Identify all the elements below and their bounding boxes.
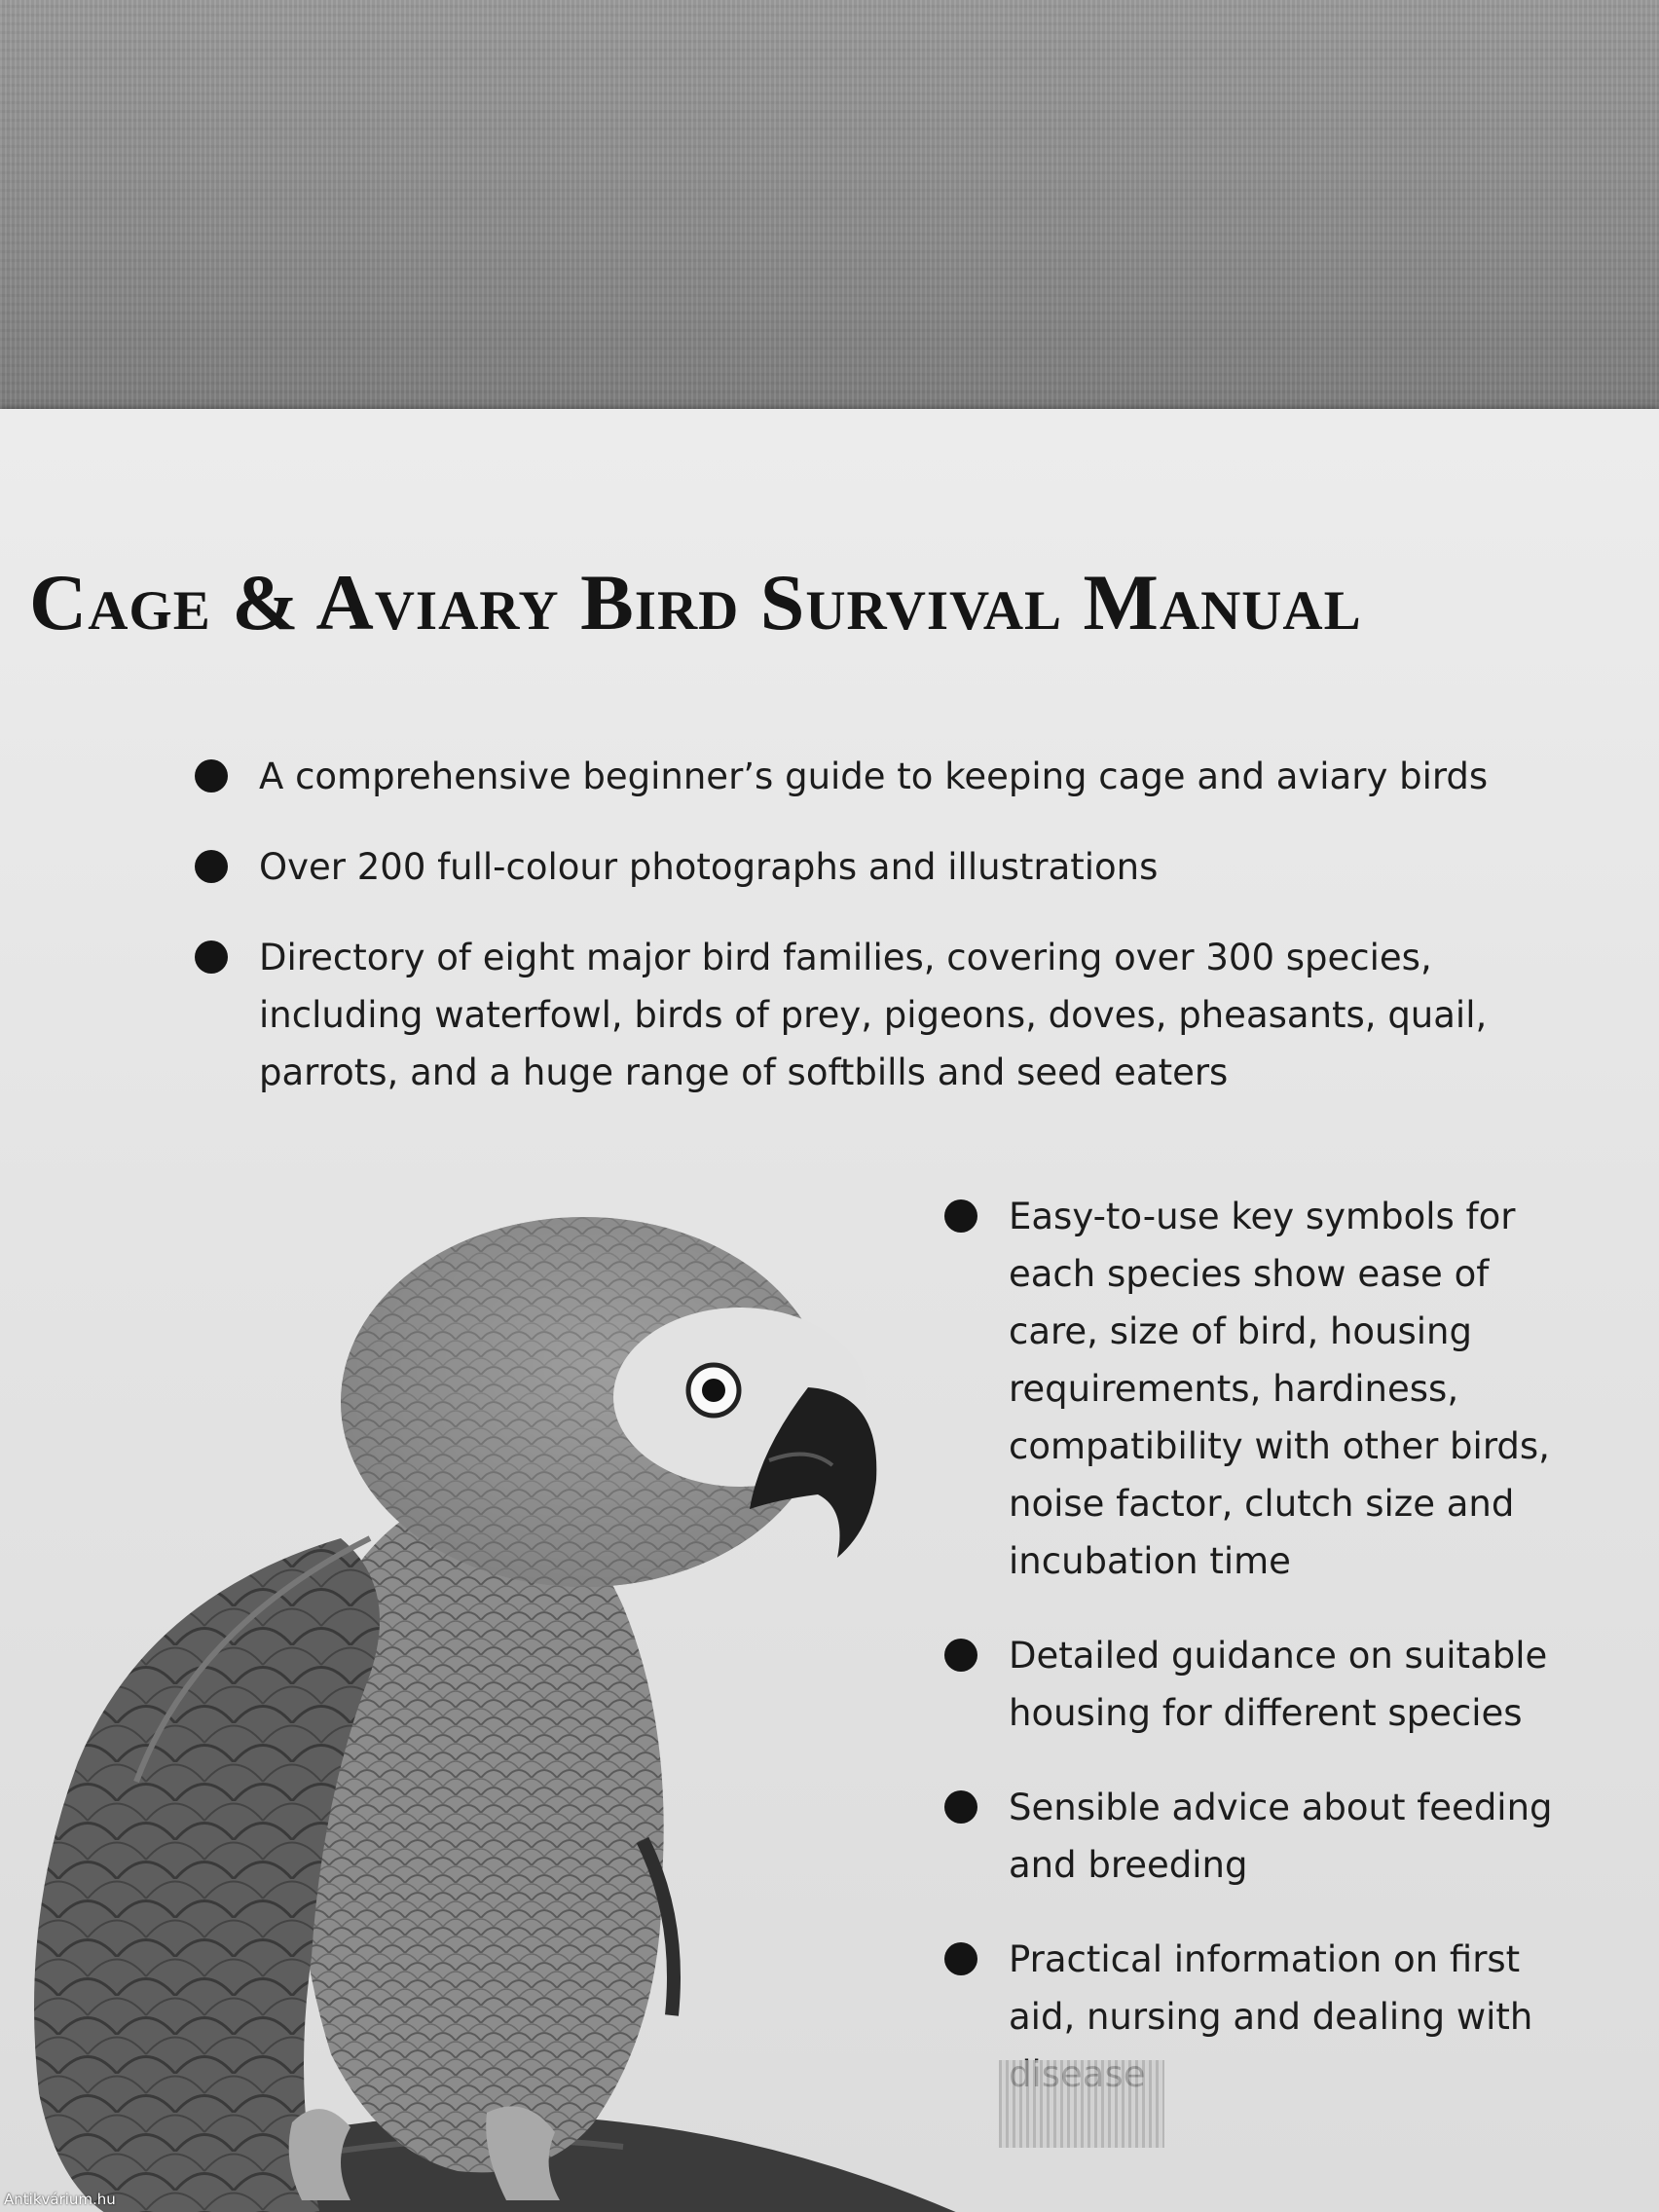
feature-text: A comprehensive beginner’s guide to keeping cage and aviary birds <box>259 756 1489 797</box>
site-watermark: Antikvárium.hu <box>4 2191 116 2208</box>
bullet-dot-icon <box>944 1942 977 1975</box>
book-back-cover <box>0 409 1659 2212</box>
bullet-dot-icon <box>944 1199 977 1233</box>
feature-text: Practical information on first aid, nursing and dealing with <box>1009 1938 1533 2038</box>
feature-text: Over 200 full-colour photographs and illustrations <box>259 846 1159 888</box>
feature-item <box>195 838 1499 896</box>
grey-parrot-photo <box>0 1217 974 2212</box>
feature-item <box>195 929 1499 1101</box>
price-sticker-residue <box>999 2060 1164 2148</box>
bullet-dot-icon <box>195 850 228 883</box>
feature-item <box>944 1188 1587 1590</box>
feature-item <box>195 748 1499 805</box>
wooden-table-background <box>0 0 1659 428</box>
bullet-dot-icon <box>944 1639 977 1672</box>
book-title: Cage & Aviary Bird Survival Manual <box>29 558 1362 646</box>
feature-text: Directory of eight major bird families, covering over 300 species, including waterfowl, birds of prey, pigeons, doves, pheasants, quail, parrots, and a huge range of softbills and seed eaters <box>259 937 1488 1093</box>
feature-list-right <box>944 1188 1587 2140</box>
feature-item <box>944 1779 1587 1894</box>
feature-list-top <box>195 748 1499 1134</box>
bullet-dot-icon <box>195 759 228 793</box>
bullet-dot-icon <box>944 1790 977 1824</box>
bullet-dot-icon <box>195 940 228 974</box>
feature-text: Sensible advice about feeding and breeding <box>1009 1787 1553 1886</box>
feature-text: Detailed guidance on suitable housing for different species <box>1009 1635 1548 1734</box>
feature-item <box>944 1627 1587 1742</box>
feature-text: Easy-to-use key symbols for each species show ease of care, size of bird, housing requirements, hardiness, compatibility with other birds, noise factor, clutch size and incubation time <box>1009 1196 1550 1582</box>
